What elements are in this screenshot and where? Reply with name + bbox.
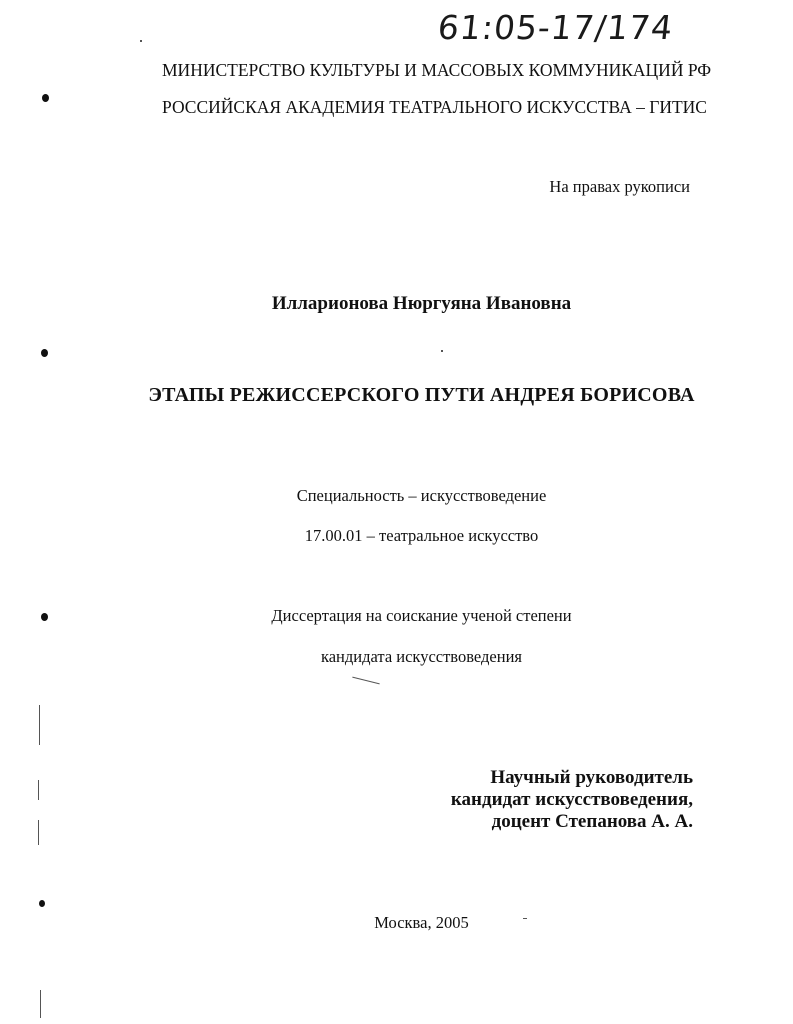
scan-speck: [140, 40, 142, 42]
academy-heading: РОССИЙСКАЯ АКАДЕМИЯ ТЕАТРАЛЬНОГО ИСКУССТВА – ГИТИС: [162, 97, 707, 117]
supervisor-role: Научный руководитель: [490, 767, 693, 788]
dissertation-title: ЭТАПЫ РЕЖИССЕРСКОГО ПУТИ АНДРЕЯ БОРИСОВА: [148, 384, 695, 406]
rights-note: На правах рукописи: [549, 177, 690, 196]
author-name: Илларионова Нюргуяна Ивановна: [271, 293, 572, 314]
supervisor-name: доцент Степанова А. А.: [491, 811, 693, 832]
ministry-heading: МИНИСТЕРСТВО КУЛЬТУРЫ И МАССОВЫХ КОММУНИКАЦИЙ РФ: [162, 60, 712, 80]
degree-line: Диссертация на соискание ученой степени: [271, 606, 572, 625]
scan-speck: [38, 780, 39, 800]
handwritten-archive-code: 61:05-17/174: [435, 8, 676, 47]
binding-hole-mark: [41, 349, 48, 357]
scan-speck: [38, 820, 39, 845]
scan-speck: [39, 705, 40, 745]
specialty-line: Специальность – искусствоведение: [296, 486, 547, 505]
binding-hole-mark: [42, 94, 49, 102]
scan-speck: [441, 350, 443, 352]
binding-hole-mark: [39, 900, 45, 907]
supervisor-degree: кандидат искусствоведения,: [450, 789, 693, 810]
scan-speck: [352, 677, 379, 685]
scan-speck: [523, 918, 527, 919]
binding-hole-mark: [41, 613, 48, 621]
city-year: Москва, 2005: [374, 913, 469, 932]
supervisor-block: [451, 767, 693, 833]
scan-speck: [40, 990, 41, 1018]
specialty-code-line: 17.00.01 – театральное искусство: [304, 526, 539, 545]
degree-name-line: кандидата искусствоведения: [320, 647, 523, 666]
